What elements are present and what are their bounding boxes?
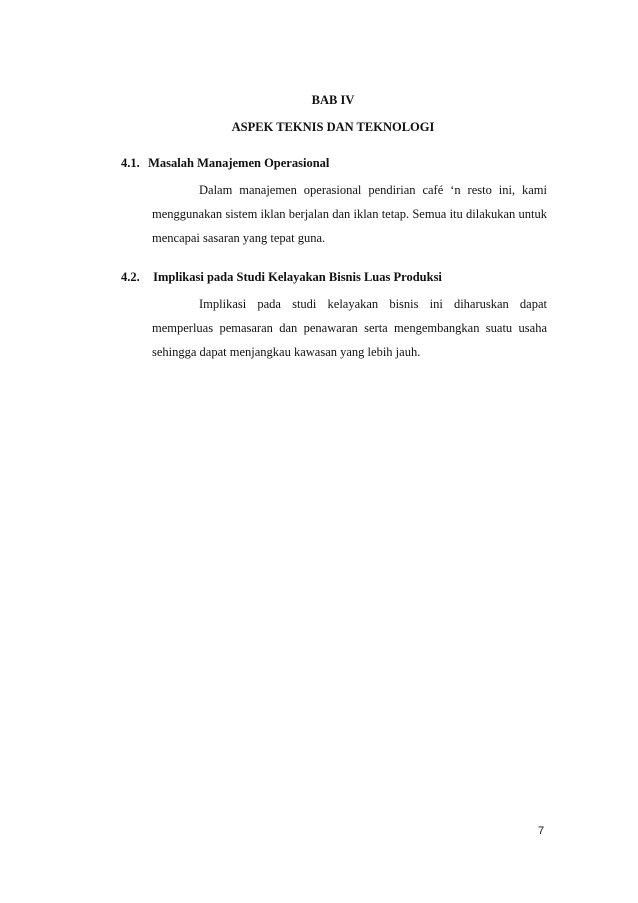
chapter-number: BAB IV (311, 93, 355, 107)
section-paragraph-4-2: Implikasi pada studi kelayakan bisnis ini diharuskan dapat memperluas pemasaran dan penawaran serta mengembangkan suatu usaha sehingga dapat menjangkau kawasan yang lebih jauh. (152, 297, 547, 359)
section-paragraph-4-1: Dalam manajemen operasional pendirian café ‘n resto ini, kami menggunakan sistem iklan berjalan dan iklan tetap. Semua itu dilakukan untuk mencapai sasaran yang tepat guna. (152, 183, 547, 245)
section-heading-4-1 (121, 155, 329, 171)
page-number: 7 (538, 825, 545, 837)
section-title: Masalah Manajemen Operasional (148, 156, 330, 170)
section-title: Implikasi pada Studi Kelayakan Bisnis Luas Produksi (153, 270, 442, 284)
section-number: 4.2. (121, 270, 140, 284)
section-number: 4.1. (121, 156, 140, 170)
section-heading-4-2 (121, 269, 442, 285)
chapter-title: ASPEK TEKNIS DAN TEKNOLOGI (231, 120, 435, 134)
